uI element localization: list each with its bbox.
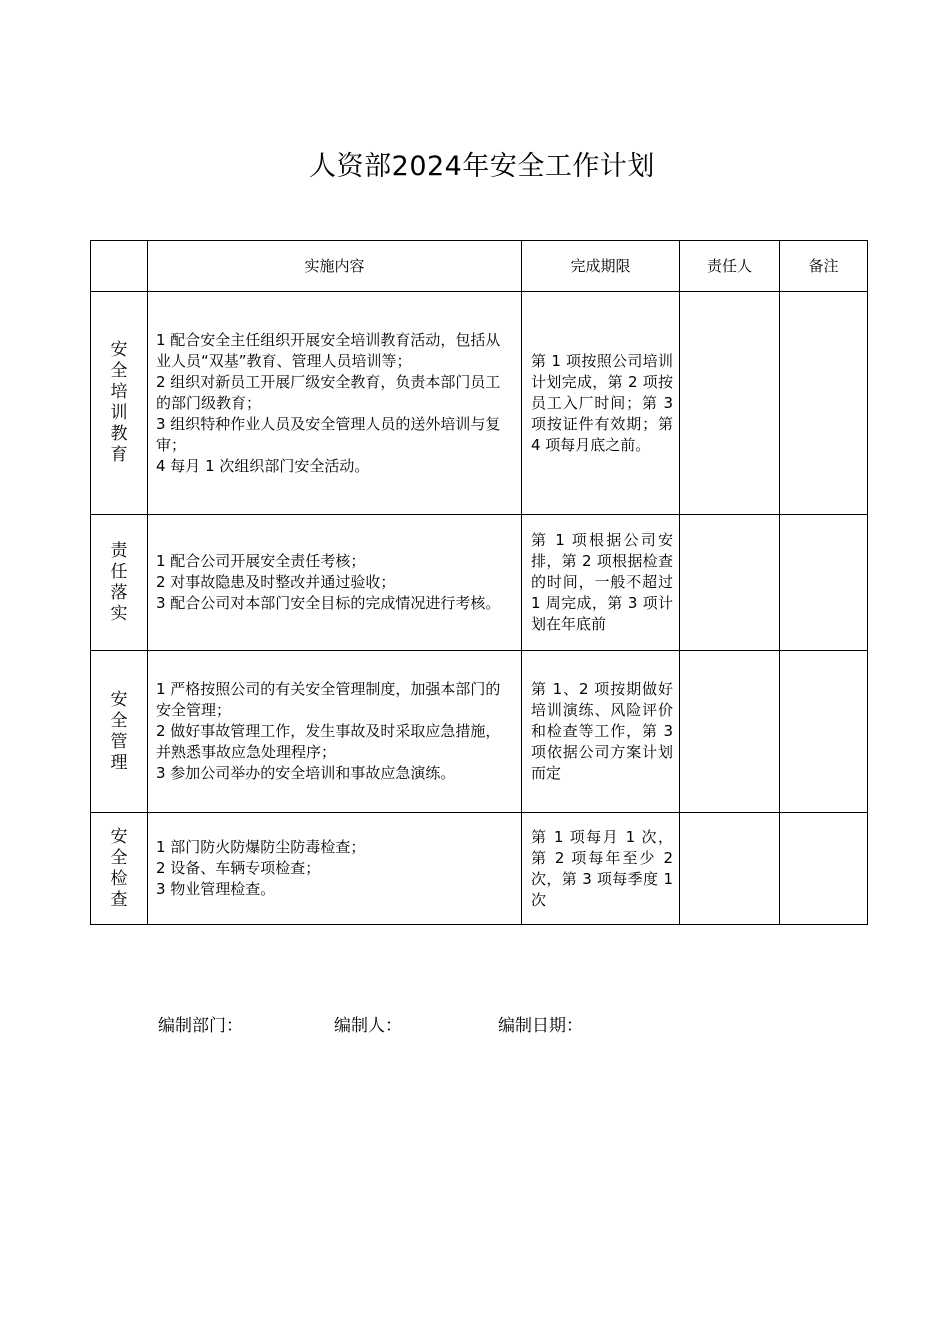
content-item: 3 参加公司举办的安全培训和事故应急演练。 — [156, 764, 456, 782]
row-deadline: 第 1 项每月 1 次，第 2 项每年至少 2 次，第 3 项每季度 1 次 — [522, 813, 680, 925]
row-remarks — [780, 813, 868, 925]
row-category: 安全培训教育 — [110, 340, 128, 465]
content-item: 2 对事故隐患及时整改并通过验收； — [156, 573, 396, 591]
header-content: 实施内容 — [148, 241, 522, 292]
row-category-cell — [91, 651, 148, 813]
content-item: 1 部门防火防爆防尘防毒检查； — [156, 838, 366, 856]
row-category: 安全检查 — [110, 826, 128, 910]
row-remarks — [780, 515, 868, 651]
row-deadline: 第 1 项按照公司培训计划完成，第 2 项按员工入厂时间；第 3 项按证件有效期；第 4 项每月底之前。 — [522, 292, 680, 515]
footer-date-label: 编制日期： — [498, 1016, 583, 1036]
row-content-cell — [148, 292, 522, 515]
header-remarks: 备注 — [780, 241, 868, 292]
footer-preparer-label: 编制人： — [334, 1016, 402, 1036]
row-content-cell — [148, 515, 522, 651]
content-item: 2 做好事故管理工作，发生事故及时采取应急措施，并熟悉事故应急处理程序； — [156, 722, 501, 761]
content-item: 1 严格按照公司的有关安全管理制度，加强本部门的安全管理； — [156, 680, 501, 719]
content-item: 2 组织对新员工开展厂级安全教育，负责本部门员工的部门级教育； — [156, 372, 501, 412]
row-category: 安全管理 — [110, 689, 128, 773]
row-category-cell — [91, 813, 148, 925]
content-item: 1 配合公司开展安全责任考核； — [156, 552, 366, 570]
row-owner — [680, 292, 780, 515]
content-item: 3 配合公司对本部门安全目标的完成情况进行考核。 — [156, 594, 501, 612]
row-remarks — [780, 651, 868, 813]
content-item: 3 组织特种作业人员及安全管理人员的送外培训与复审； — [156, 414, 501, 454]
row-owner — [680, 813, 780, 925]
content-item: 1 配合安全主任组织开展安全培训教育活动，包括从业人员“双基”教育、管理人员培训等； — [156, 330, 501, 370]
row-content-cell — [148, 651, 522, 813]
document-title: 人资部2024年安全工作计划 — [309, 151, 655, 182]
row-category-cell — [91, 515, 148, 651]
row-owner — [680, 515, 780, 651]
table-header-row — [91, 241, 868, 292]
row-deadline: 第 1 项根据公司安排，第 2 项根据检查的时间，一般不超过 1 周完成，第 3 项计划在年底前 — [522, 515, 680, 651]
row-category: 责任落实 — [110, 540, 128, 624]
row-deadline: 第 1、2 项按期做好培训演练、风险评价和检查等工作，第 3 项依据公司方案计划而定 — [522, 651, 680, 813]
table-row — [91, 515, 868, 651]
footer-department-label: 编制部门： — [158, 1016, 243, 1036]
header-deadline: 完成期限 — [522, 241, 680, 292]
header-category — [91, 241, 148, 292]
header-owner: 责任人 — [680, 241, 780, 292]
row-content-cell — [148, 813, 522, 925]
content-item: 2 设备、车辆专项检查； — [156, 859, 321, 877]
content-item: 4 每月 1 次组织部门安全活动。 — [156, 456, 370, 475]
row-remarks — [780, 292, 868, 515]
content-item: 3 物业管理检查。 — [156, 880, 276, 898]
table-row — [91, 651, 868, 813]
safety-plan-table — [90, 240, 868, 925]
row-category-cell — [91, 292, 148, 515]
table-row — [91, 813, 868, 925]
table-row — [91, 292, 868, 515]
row-owner — [680, 651, 780, 813]
